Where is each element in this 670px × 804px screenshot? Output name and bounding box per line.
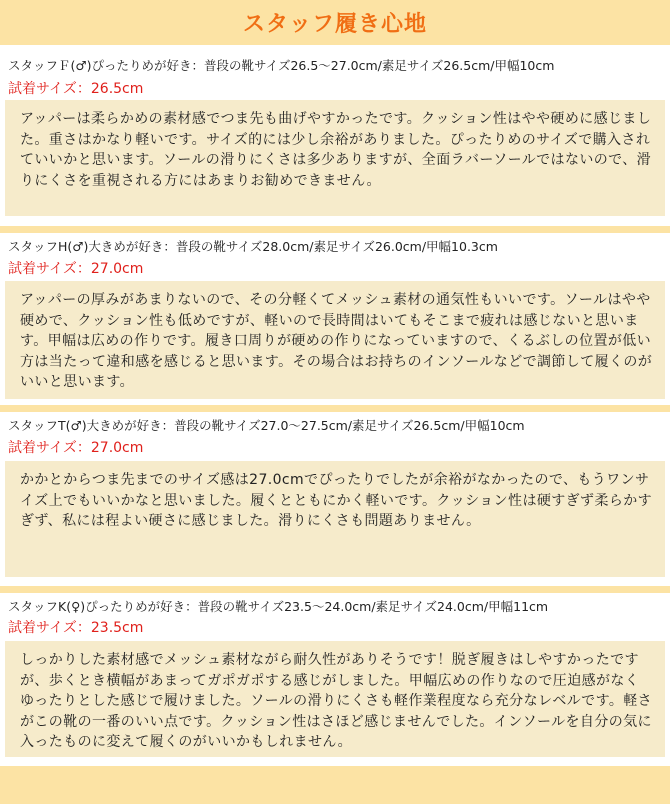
review-card: [0, 233, 670, 405]
staff-profile: スタッフK(♀)ぴったりめが好き：普段の靴サイズ23.5～24.0cm/素足サイズ24.0cm/甲幅11cm: [8, 599, 549, 614]
tried-size: 試着サイズ：27.0cm: [8, 440, 144, 456]
review-text: アッパーの厚みがあまりないので、その分軽くてメッシュ素材の通気性もいいです。ソールはやや硬めで、クッション性も低めですが、軽いので長時間はいてもそこまで疲れは感じないと思います。甲幅は広めの作りです。履き口周りが硬めの作りになっていますので、くるぶしの位置が低い方は当たって違和感を感じると思います。その場合はお持ちのインソールなどで調節して履くのがいいと思います。: [5, 281, 665, 399]
page-header: [0, 0, 670, 45]
review-card: [0, 412, 670, 586]
section-divider: [0, 226, 670, 233]
review-card: [0, 45, 670, 226]
tried-size: 試着サイズ：26.5cm: [8, 81, 144, 97]
section-divider: [0, 586, 670, 593]
review-text: しっかりした素材感でメッシュ素材ながら耐久性がありそうです！脱ぎ履きはしやすかったですが、歩くとき横幅があまってガポガポする感じがしました。甲幅広めの作りなので圧迫感がなくゆったりとした感じで履けました。ソールの滑りにくさも軽作業程度なら充分なレベルです。軽さがこの靴の一番のいい点です。クッション性はさほど感じませんでした。インソールを自分の気に入ったものに変えて履くのがいいかもしれません。: [5, 641, 665, 757]
staff-profile: スタッフＦ(♂)ぴったりめが好き：普段の靴サイズ26.5～27.0cm/素足サイズ26.5cm/甲幅10cm: [8, 58, 555, 73]
tried-size: 試着サイズ：23.5cm: [8, 620, 144, 636]
review-text: アッパーは柔らかめの素材感でつま先も曲げやすかったです。クッション性はやや硬めに感じました。重さはかなり軽いです。サイズ的には少し余裕がありました。ぴったりめのサイズで購入されていいかと思います。ソールの滑りにくさは多少ありますが、全面ラバーソールではないので、滑りにくさを重視される方にはあまりお勧めできません。: [5, 100, 665, 216]
page-footer: [0, 766, 670, 804]
staff-profile: スタッフH(♂)大きめが好き：普段の靴サイズ28.0cm/素足サイズ26.0cm/甲幅10.3cm: [8, 239, 498, 254]
page-title: スタッフ履き心地: [242, 12, 427, 37]
tried-size: 試着サイズ：27.0cm: [8, 261, 144, 277]
review-card: [0, 593, 670, 766]
staff-profile: スタッフT(♂)大きめが好き：普段の靴サイズ27.0～27.5cm/素足サイズ26.5cm/甲幅10cm: [8, 418, 525, 433]
review-text: かかとからつま先までのサイズ感は27.0cmでぴったりでしたが余裕がなかったので、もうワンサイズ上でもいいかなと思いました。履くとともにかく軽いです。クッション性は硬すぎず柔らかすぎず、私には程よい硬さに感じました。滑りにくさも問題ありません。: [5, 461, 665, 577]
section-divider: [0, 405, 670, 412]
